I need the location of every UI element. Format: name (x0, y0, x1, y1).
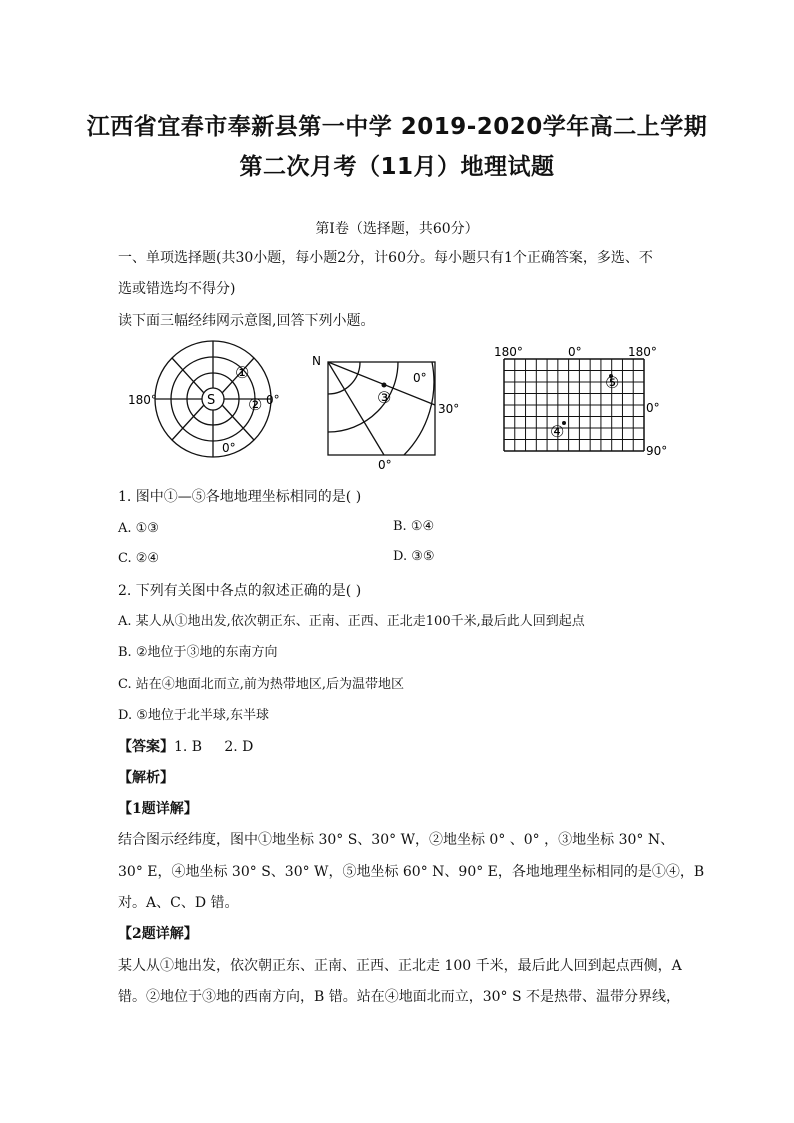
south-pole-label: S (207, 393, 216, 408)
point-1-marker: ① (235, 363, 250, 382)
q2-option-b: B. ②地位于③地的东南方向 (118, 645, 278, 660)
q2-option-a: A. 某人从①地出发,依次朝正东、正南、正西、正北走100千米,最后此人回到起点 (118, 614, 585, 629)
detail-2-line1: 某人从①地出发，依次朝正东、正南、正西、正北走 100 千米，最后此人回到起点西侧，A (118, 958, 682, 974)
point-2-marker: ② (248, 395, 263, 414)
q2-option-c: C. 站在④地面北而立,前为热带地区,后为温带地区 (118, 677, 405, 692)
fig2-lon-0-top: 0° (413, 371, 427, 385)
point-3-marker: ③ (377, 388, 392, 407)
figure-quarter-grid (310, 345, 470, 475)
answer-text: 1. B 2. D (174, 739, 254, 755)
q1-option-c: C. ②④ (118, 551, 160, 566)
fig2-lon-30: 30° (438, 402, 460, 416)
detail-1-line3: 对。A、C、D 错。 (118, 895, 239, 911)
point-4-marker: ④ (550, 422, 565, 441)
fig1-lon-180: 180° (128, 393, 157, 407)
fig3-lon-180-right: 180° (628, 345, 657, 359)
detail-2-line2: 错。②地位于③地的西南方向，B 错。站在④地面北而立，30° S 不是热带、温带分界线， (118, 989, 681, 1005)
figure-polar-grid (120, 340, 300, 460)
fig3-lat-0: 0° (646, 401, 660, 415)
detail-1-line2: 30° E，④地坐标 30° S、30° W，⑤地坐标 60° N、90° E，各地地理坐标相同的是①④，B (118, 864, 705, 880)
fig2-meridian-0 (328, 362, 384, 455)
fig1-lon-0: 0° (266, 393, 280, 407)
q2-option-d: D. ⑤地位于北半球,东半球 (118, 708, 270, 723)
fig2-lon-0-bottom: 0° (378, 458, 392, 472)
figure-rect-grid (492, 340, 672, 460)
instructions-line1: 一、单项选择题(共30小题，每小题2分，计60分。每小题只有1个正确答案，多选、不 (118, 250, 653, 266)
analysis-label: 【解析】 (118, 770, 174, 786)
point-5-marker: ⑤ (605, 373, 620, 392)
detail-1-line1: 结合图示经纬度，图中①地坐标 30° S、30° W，②地坐标 0° 、0° ，③地坐标 30° N、 (118, 832, 675, 848)
fig3-lon-180-left: 180° (494, 345, 523, 359)
detail-2-label: 【2题详解】 (118, 926, 198, 942)
document-title-line2: 第二次月考（11月）地理试题 (239, 154, 555, 180)
section-title: 第Ⅰ卷（选择题，共60分） (315, 221, 479, 237)
q1-option-d: D. ③⑤ (393, 549, 435, 564)
point-3-dot (382, 383, 387, 388)
q1-option-a: A. ①③ (118, 521, 159, 536)
question-1-stem: 1. 图中①—⑤各地地理坐标相同的是( ) (118, 489, 362, 505)
answer-label: 【答案】 (118, 739, 174, 755)
question-2-stem: 2. 下列有关图中各点的叙述正确的是( ) (118, 583, 362, 599)
fig3-lon-0: 0° (568, 345, 582, 359)
fig3-grid-lines (504, 359, 644, 451)
detail-1-label: 【1题详解】 (118, 801, 198, 817)
q1-option-b: B. ①④ (393, 519, 435, 534)
instructions-line2: 选或错选均不得分) (118, 281, 236, 297)
reading-prompt: 读下面三幅经纬网示意图,回答下列小题。 (118, 313, 375, 329)
document-title-line1: 江西省宜春市奉新县第一中学 2019-2020学年高二上学期 (86, 114, 708, 140)
fig1-lat-0: 0° (222, 441, 236, 455)
fig2-north-corner: N (312, 354, 321, 368)
answer-line (118, 737, 688, 757)
fig3-lat-90: 90° (646, 444, 668, 458)
